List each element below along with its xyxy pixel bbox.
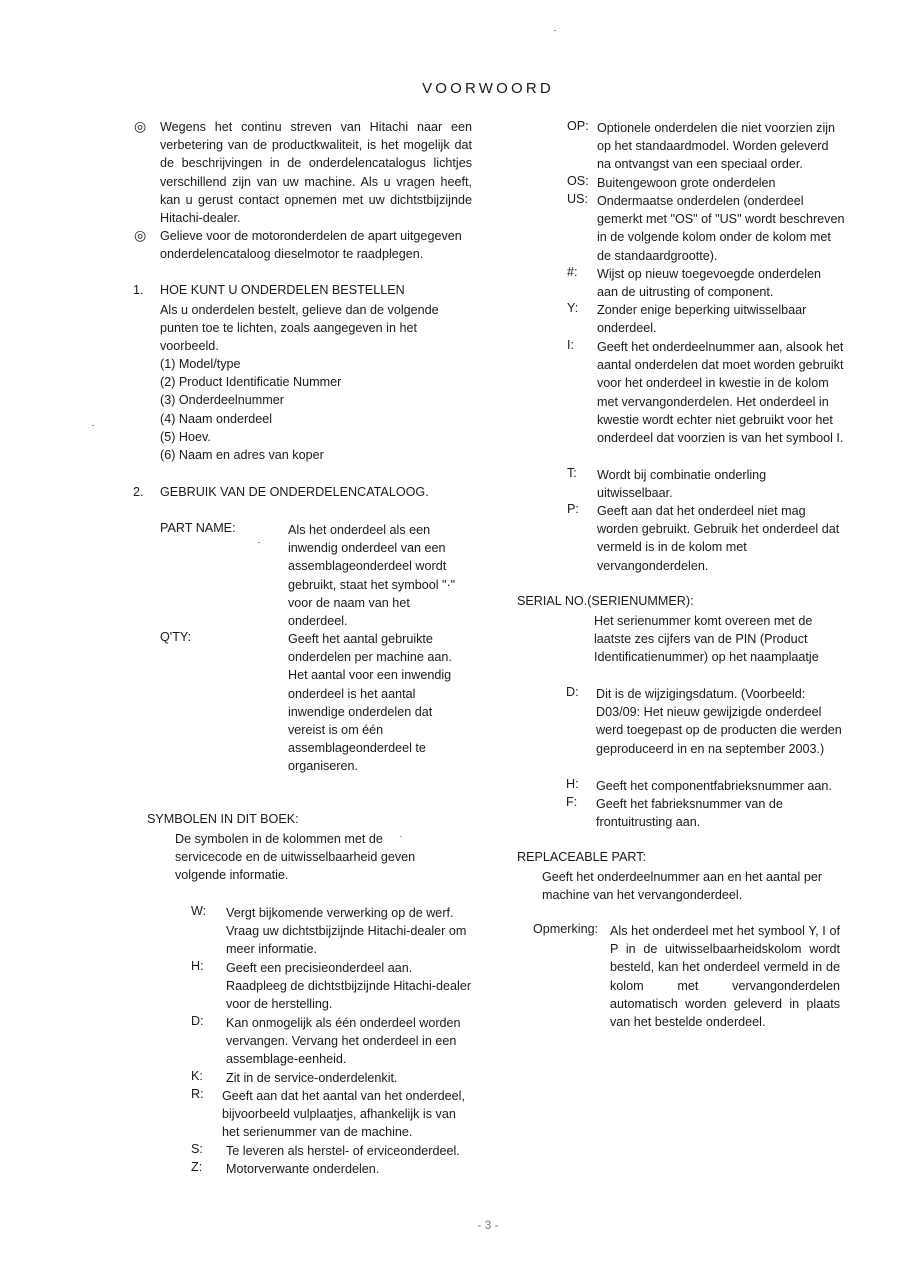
list-item: (2) Product Identificatie Nummer: [160, 375, 342, 390]
symbol-description: Geeft een precisieonderdeel aan. Raadpleeg de dichtstbijzijnde Hitachi-dealer voor de herstelling.: [226, 961, 472, 1012]
symbol-description: Te leveren als herstel- of erviceonderdeel.: [226, 1144, 460, 1158]
symbol-description: Zit in de service-onderdelenkit.: [226, 1071, 398, 1085]
note-text: Als het onderdeel met het symbool Y, I of P in de uitwisselbaarheidskolom wordt besteld, kan het onderdeel vermeld in de kolom met vervangonderdelen automatisch worden geleverd in plaats van het bestelde onderdeel.: [610, 924, 840, 1030]
symbol-description: Ondermaatse onderdelen (onderdeel gemerkt met "OS" of "US" wordt beschreven in de volgende kolom onder de kolom met de standaardgrootte).: [597, 194, 845, 263]
scan-speck: [258, 542, 260, 543]
part-name-label: PART NAME:: [160, 521, 236, 535]
intro-paragraph: Gelieve voor de motoronderdelen de apart uitgegeven onderdelencataloog dieselmotor te raadplegen.: [160, 229, 462, 262]
symbol-code: S:: [191, 1142, 203, 1156]
bullet-icon: ◎: [134, 227, 147, 243]
symbol-code: F:: [566, 795, 578, 809]
symbol-code: US:: [567, 192, 588, 206]
symbol-description: Geeft het fabrieksnummer van de frontuitrusting aan.: [596, 797, 783, 830]
part-name-description: Als het onderdeel als een inwendig onderdeel van een assemblageonderdeel wordt gebruikt, staat het symbool "·" voor de naam van het onderdeel.: [288, 523, 456, 629]
list-item: (3) Onderdeelnummer: [160, 393, 284, 408]
list-item: (5) Hoev.: [160, 429, 211, 444]
symbol-description: Optionele onderdelen die niet voorzien zijn op het standaardmodel. Worden geleverd na ontvangst van een speciaal order.: [597, 121, 836, 172]
symbol-code: W:: [191, 904, 207, 918]
section-body: Als u onderdelen bestelt, gelieve dan de volgende punten toe te lichten, zoals aangegeven in het voorbeeld.: [160, 303, 439, 354]
symbol-code: H:: [566, 777, 579, 791]
symbol-code: D:: [191, 1014, 204, 1028]
order-items-list: [160, 355, 341, 464]
qty-label: Q'TY:: [160, 630, 192, 644]
section-heading: GEBRUIK VAN DE ONDERDELENCATALOOG.: [160, 485, 429, 499]
symbols-heading: SYMBOLEN IN DIT BOEK:: [147, 812, 299, 826]
section-heading: HOE KUNT U ONDERDELEN BESTELLEN: [160, 283, 405, 297]
serial-description: Het serienummer komt overeen met de laatste zes cijfers van de PIN (Product Identificatienummer) op het naamplaatje: [594, 614, 819, 665]
symbol-code: Y:: [567, 301, 579, 315]
list-item: (6) Naam en adres van koper: [160, 448, 324, 463]
symbol-code: D:: [566, 685, 579, 699]
bullet-icon: ◎: [134, 118, 147, 134]
page-title: VOORWOORD: [422, 80, 554, 97]
section-number: 2.: [133, 485, 144, 499]
symbol-code: H:: [191, 959, 204, 973]
symbol-description: Geeft aan dat het onderdeel niet mag worden gebruikt. Gebruik het onderdeel dat vermeld is in de kolom met vervangonderdelen.: [597, 504, 840, 573]
symbol-description: Kan onmogelijk als één onderdeel worden vervangen. Vervang het onderdeel in een assemblage-eenheid.: [226, 1016, 461, 1067]
symbol-description: Geeft het onderdeelnummer aan, alsook het aantal onderdelen dat moet worden gebruikt voor het onderdeel in kwestie in de kolom met vervangonderdelen. Het onderdeel in kwestie wordt echter niet gebruikt voor het onderdeel dat voorzien is van het symbool I.: [597, 340, 844, 446]
list-item: (4) Naam onderdeel: [160, 411, 273, 426]
qty-description: Geeft het aantal gebruikte onderdelen per machine aan. Het aantal voor een inwendig onderdeel is het aantal inwendige onderdelen dat vereist is om één assemblageonderdeel te organiseren.: [288, 632, 452, 774]
scan-speck: [92, 425, 94, 426]
symbol-description: Zonder enige beperking uitwisselbaar onderdeel.: [597, 303, 807, 336]
serial-heading: SERIAL NO.(SERIENUMMER):: [517, 594, 694, 608]
section-number: 1.: [133, 283, 144, 297]
symbol-description: Wijst op nieuw toegevoegde onderdelen aan de uitrusting of component.: [597, 267, 822, 300]
symbol-description: Geeft aan dat het aantal van het onderdeel, bijvoorbeeld vulplaatjes, afhankelijk is van het serienummer van de machine.: [222, 1089, 465, 1140]
symbol-code: Z:: [191, 1160, 203, 1174]
symbol-code: OP:: [567, 119, 589, 133]
symbol-description: Motorverwante onderdelen.: [226, 1162, 380, 1176]
replaceable-heading: REPLACEABLE PART:: [517, 850, 647, 864]
symbol-code: I:: [567, 338, 574, 352]
symbol-code: K:: [191, 1069, 203, 1083]
note-label: Opmerking:: [533, 922, 599, 936]
symbol-code: P:: [567, 502, 579, 516]
symbol-description: Dit is de wijzigingsdatum. (Voorbeeld: D03/09: Het nieuw gewijzigde onderdeel werd toegepast op de producten die werden geproduceerd in en na september 2003.): [596, 687, 842, 756]
symbol-code: #:: [567, 265, 578, 279]
page-number: - 3 -: [477, 1218, 499, 1232]
symbol-description: Wordt bij combinatie onderling uitwisselbaar.: [597, 468, 767, 501]
scan-speck: [400, 836, 402, 837]
symbol-code: T:: [567, 466, 577, 480]
symbols-intro: De symbolen in de kolommen met de servicecode en de uitwisselbaarheid geven volgende informatie.: [175, 832, 416, 883]
symbol-description: Buitengewoon grote onderdelen: [597, 176, 776, 190]
symbol-code: OS:: [567, 174, 589, 188]
symbol-description: Vergt bijkomende verwerking op de werf. Vraag uw dichtstbijzijnde Hitachi-dealer om meer informatie.: [226, 906, 467, 957]
replaceable-description: Geeft het onderdeelnummer aan en het aantal per machine van het vervangonderdeel.: [542, 870, 823, 903]
list-item: (1) Model/type: [160, 357, 241, 371]
scan-speck: [554, 30, 556, 31]
symbol-description: Geeft het componentfabrieksnummer aan.: [596, 779, 832, 793]
symbol-code: R:: [191, 1087, 204, 1101]
intro-paragraph: Wegens het continu streven van Hitachi naar een verbetering van de productkwaliteit, is het mogelijk dat de beschrijvingen in de onderdelencatalogus lichtjes verschillend zijn van uw machine. Als u vragen heeft, kan u gerust contact opnemen met uw dichtstbijzijnde Hitachi-dealer.: [160, 120, 472, 226]
